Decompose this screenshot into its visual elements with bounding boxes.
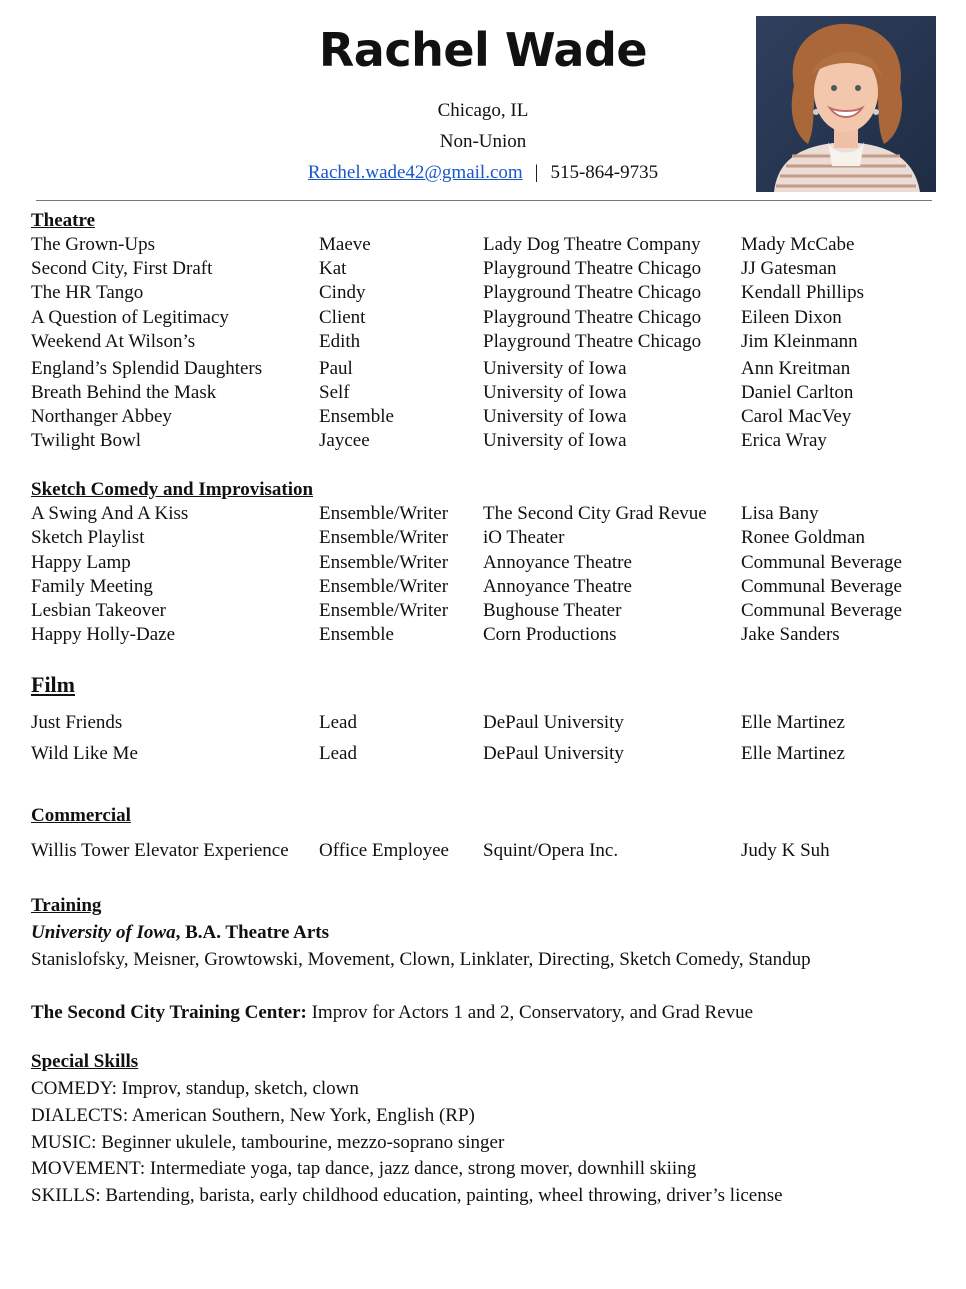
credit-role: Ensemble/Writer — [319, 576, 449, 597]
phone-number: 515-864-9735 — [550, 162, 659, 183]
credit-venue: Playground Theatre Chicago — [483, 307, 702, 328]
credit-director: Elle Martinez — [741, 712, 845, 733]
table-row — [0, 234, 966, 258]
credit-venue: Playground Theatre Chicago — [483, 258, 702, 279]
skill-line: MUSIC: Beginner ukulele, tambourine, mezzo-soprano singer — [31, 1132, 505, 1153]
credit-venue: DePaul University — [483, 743, 624, 764]
credit-venue: University of Iowa — [483, 406, 627, 427]
credit-title: Happy Holly-Daze — [31, 624, 176, 645]
credit-role: Client — [319, 307, 366, 328]
credit-title: Northanger Abbey — [31, 406, 172, 427]
credit-title: Willis Tower Elevator Experience — [31, 840, 289, 861]
table-row — [0, 576, 966, 600]
credit-venue: University of Iowa — [483, 358, 627, 379]
credit-role: Lead — [319, 743, 357, 764]
credit-director: JJ Gatesman — [741, 258, 837, 279]
table-row — [0, 430, 966, 454]
credit-director: Ronee Goldman — [741, 527, 866, 548]
skill-line: SKILLS: Bartending, barista, early childhood education, painting, wheel throwing, driver’s license — [31, 1185, 783, 1206]
credit-venue: University of Iowa — [483, 382, 627, 403]
credit-role: Maeve — [319, 234, 371, 255]
credit-title: Twilight Bowl — [31, 430, 142, 451]
table-row — [0, 307, 966, 331]
credit-title: Weekend At Wilson’s — [31, 331, 196, 352]
credit-role: Office Employee — [319, 840, 449, 861]
credit-director: Eileen Dixon — [741, 307, 842, 328]
table-row — [0, 840, 966, 864]
credit-role: Ensemble/Writer — [319, 503, 449, 524]
credit-role: Ensemble — [319, 624, 394, 645]
credit-role: Ensemble/Writer — [319, 600, 449, 621]
credit-role: Kat — [319, 258, 347, 279]
training-school — [31, 922, 329, 944]
table-row — [0, 258, 966, 282]
credit-title: Wild Like Me — [31, 743, 138, 764]
credit-title: The Grown-Ups — [31, 234, 156, 255]
credit-role: Ensemble — [319, 406, 394, 427]
credit-venue: Annoyance Theatre — [483, 552, 632, 573]
credit-title: Lesbian Takeover — [31, 600, 166, 621]
skill-line: MOVEMENT: Intermediate yoga, tap dance, jazz dance, strong mover, downhill skiing — [31, 1158, 697, 1179]
credit-role: Cindy — [319, 282, 366, 303]
credit-title: A Swing And A Kiss — [31, 503, 189, 524]
credit-director: Kendall Phillips — [741, 282, 864, 303]
credit-venue: The Second City Grad Revue — [483, 503, 707, 524]
email-link[interactable]: Rachel.wade42@gmail.com — [307, 162, 523, 183]
credit-venue: iO Theater — [483, 527, 565, 548]
credit-title: Second City, First Draft — [31, 258, 213, 279]
credit-role: Ensemble/Writer — [319, 527, 449, 548]
headshot-photo — [756, 16, 936, 192]
credit-venue: Lady Dog Theatre Company — [483, 234, 701, 255]
credit-venue: Playground Theatre Chicago — [483, 282, 702, 303]
credit-role: Lead — [319, 712, 357, 733]
table-row — [0, 406, 966, 430]
table-row — [0, 503, 966, 527]
school-name: University of Iowa — [31, 922, 176, 943]
credit-role: Paul — [319, 358, 353, 379]
section-title-skills: Special Skills — [31, 1051, 139, 1072]
credit-title: Sketch Playlist — [31, 527, 145, 548]
section-title-theatre: Theatre — [31, 210, 96, 231]
second-city-detail: Improv for Actors 1 and 2, Conservatory, and Grad Revue — [306, 1002, 754, 1023]
table-row — [0, 624, 966, 648]
page-title: Rachel Wade — [318, 23, 648, 77]
table-row — [0, 358, 966, 382]
skill-line: COMEDY: Improv, standup, sketch, clown — [31, 1078, 359, 1099]
section-title-sketch: Sketch Comedy and Improvisation — [31, 479, 314, 500]
section-title-film: Film — [31, 672, 75, 697]
credit-director: Erica Wray — [741, 430, 827, 451]
table-row — [0, 331, 966, 355]
credit-venue: Corn Productions — [483, 624, 617, 645]
credit-title: Happy Lamp — [31, 552, 131, 573]
second-city-label: The Second City Training Center: — [31, 1002, 307, 1023]
table-row — [0, 527, 966, 551]
header-divider — [36, 200, 932, 201]
credit-director: Carol MacVey — [741, 406, 852, 427]
table-row — [0, 282, 966, 306]
credit-director: Mady McCabe — [741, 234, 855, 255]
location: Chicago, IL — [437, 100, 529, 121]
table-row — [0, 382, 966, 406]
credit-title: Family Meeting — [31, 576, 153, 597]
training-techniques: Stanislofsky, Meisner, Growtowski, Movement, Clown, Linklater, Directing, Sketch Comedy, Standup — [31, 949, 811, 970]
credit-director: Communal Beverage — [741, 576, 902, 597]
credit-director: Elle Martinez — [741, 743, 845, 764]
credit-venue: University of Iowa — [483, 430, 627, 451]
contact-separator: | — [534, 162, 539, 183]
headshot-illustration — [756, 16, 936, 192]
table-row — [0, 743, 966, 767]
skill-line: DIALECTS: American Southern, New York, English (RP) — [31, 1105, 475, 1126]
credit-director: Jake Sanders — [741, 624, 840, 645]
credit-director: Ann Kreitman — [741, 358, 851, 379]
credit-director: Communal Beverage — [741, 552, 902, 573]
section-title-training: Training — [31, 895, 102, 916]
training-second-city — [31, 1002, 753, 1024]
credit-venue: Playground Theatre Chicago — [483, 331, 702, 352]
credit-role: Edith — [319, 331, 361, 352]
credit-venue: Annoyance Theatre — [483, 576, 632, 597]
table-row — [0, 712, 966, 736]
credit-venue: DePaul University — [483, 712, 624, 733]
credit-title: England’s Splendid Daughters — [31, 358, 263, 379]
credit-role: Ensemble/Writer — [319, 552, 449, 573]
credit-venue: Bughouse Theater — [483, 600, 622, 621]
credit-director: Daniel Carlton — [741, 382, 854, 403]
union-status: Non-Union — [439, 131, 527, 152]
credit-role: Jaycee — [319, 430, 370, 451]
credit-director: Communal Beverage — [741, 600, 902, 621]
credit-role: Self — [319, 382, 350, 403]
table-row — [0, 600, 966, 624]
credit-director: Jim Kleinmann — [741, 331, 858, 352]
credit-director: Lisa Bany — [741, 503, 819, 524]
credit-title: Just Friends — [31, 712, 123, 733]
section-title-commercial: Commercial — [31, 805, 131, 826]
degree: , B.A. Theatre Arts — [175, 922, 330, 943]
credit-title: Breath Behind the Mask — [31, 382, 217, 403]
credit-title: A Question of Legitimacy — [31, 307, 229, 328]
credit-venue: Squint/Opera Inc. — [483, 840, 619, 861]
credit-title: The HR Tango — [31, 282, 144, 303]
credit-director: Judy K Suh — [741, 840, 830, 861]
table-row — [0, 552, 966, 576]
